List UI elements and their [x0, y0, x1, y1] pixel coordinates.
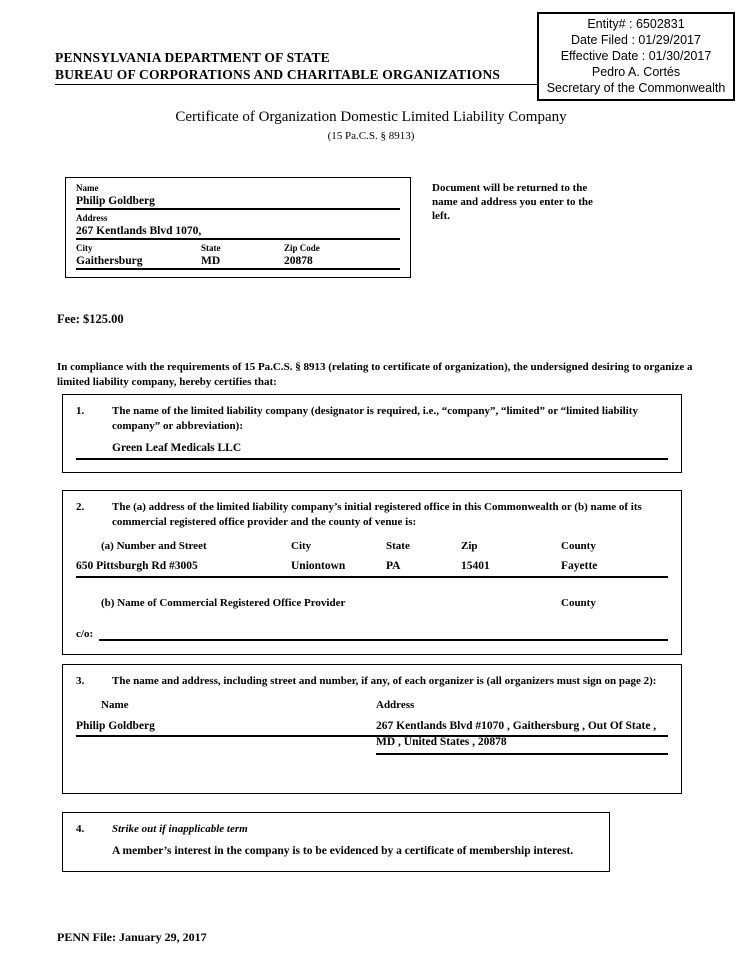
header-city: City [291, 540, 312, 552]
section-2-text: The (a) address of the limited liability company’s initial registered office in this Commonwealth or (b) name of its commercial registered office provider and the county of venue is: [112, 501, 642, 528]
return-address-value: 267 Kentlands Blvd 1070, [76, 224, 400, 240]
organizer-address-header: Address [376, 699, 415, 711]
value-state: PA [386, 560, 401, 572]
commercial-provider-headers [76, 596, 668, 611]
value-city: Uniontown [291, 560, 346, 572]
section-2-box [62, 490, 682, 655]
section-3-box [62, 664, 682, 794]
membership-certificate-statement: A member’s interest in the company is to be evidenced by a certificate of membership interest. [112, 845, 574, 857]
section-1-box [62, 394, 682, 473]
section-1-text: The name of the limited liability company (designator is required, i.e., “company”, “limited” or “limited liability company” or abbreviation): [112, 405, 638, 432]
section-4-label: Strike out if inapplicable term [112, 823, 248, 835]
registered-office-line [76, 576, 668, 578]
fee-line: Fee: $125.00 [57, 312, 124, 326]
organizer-address-value: 267 Kentlands Blvd #1070 , Gaithersburg , Out Of State , MD , United States , 20878 [376, 718, 668, 755]
agency-name: PENNSYLVANIA DEPARTMENT OF STATE [55, 50, 330, 65]
return-name-label: Name [76, 183, 99, 193]
bureau-name: BUREAU OF CORPORATIONS AND CHARITABLE ORGANIZATIONS [55, 67, 501, 82]
header-county: County [561, 540, 596, 552]
value-zip: 15401 [461, 560, 490, 572]
zip-value: 20878 [284, 255, 313, 267]
section-3-text: The name and address, including street and number, if any, of each organizer is (all organizers must sign on page 2): [112, 675, 657, 687]
header-provider: (b) Name of Commercial Registered Office Provider [101, 597, 346, 609]
city-label: City [76, 243, 93, 253]
return-name-value: Philip Goldberg [76, 194, 400, 210]
city-value: Gaithersburg [76, 255, 143, 267]
section-4-heading [76, 822, 596, 837]
section-2-number: 2. [76, 501, 85, 513]
header-zip: Zip [461, 540, 478, 552]
city-state-zip-labels [76, 243, 400, 254]
header-provider-county: County [561, 597, 596, 609]
document-title: Certificate of Organization Domestic Limited Liability Company [175, 109, 567, 125]
section-1-number: 1. [76, 405, 85, 417]
registered-office-headers [76, 539, 668, 554]
organizer-headers [76, 698, 668, 713]
care-of-label: c/o: [76, 628, 94, 640]
stamp-secretary-name: Pedro A. Cortés [591, 65, 681, 79]
agency-header [55, 49, 500, 83]
stamp-entity-number: Entity# : 6502831 [587, 17, 685, 31]
company-name-line [76, 458, 668, 460]
value-number-street: 650 Pittsburgh Rd #3005 [76, 560, 198, 572]
return-note: Document will be returned to the name and address you enter to the left. [432, 182, 593, 222]
stamp-secretary-title: Secretary of the Commonwealth [546, 81, 726, 95]
header-number-street: (a) Number and Street [101, 540, 207, 552]
filing-stamp-box [537, 12, 735, 101]
company-name-value: Green Leaf Medicals LLC [112, 442, 242, 454]
organizer-row [76, 718, 668, 755]
section-2-heading [76, 500, 668, 530]
section-4-box [62, 812, 610, 872]
state-label: State [201, 243, 221, 253]
value-county: Fayette [561, 560, 598, 572]
organizer-name-value: Philip Goldberg [76, 720, 155, 732]
care-of-row [76, 627, 668, 642]
organizer-row-line [76, 735, 668, 737]
city-state-zip-values [76, 254, 400, 270]
section-3-heading [76, 674, 668, 689]
organizer-name-header: Name [101, 699, 129, 711]
state-value: MD [201, 255, 221, 267]
stamp-date-filed: Date Filed : 01/29/2017 [571, 33, 701, 47]
statute-reference: (15 Pa.C.S. § 8913) [327, 130, 415, 142]
registered-office-values [76, 559, 668, 574]
section-3-number: 3. [76, 675, 85, 687]
stamp-effective-date: Effective Date : 01/30/2017 [560, 49, 712, 63]
header-state: State [386, 540, 410, 552]
compliance-paragraph: In compliance with the requirements of 15 Pa.C.S. § 8913 (relating to certificate of organization), the undersigned desiring to organize a limited liability company, hereby certifies that: [57, 361, 693, 388]
care-of-line [99, 627, 668, 641]
header-rule [55, 84, 537, 85]
penn-file-date: PENN File: January 29, 2017 [57, 930, 207, 944]
section-4-number: 4. [76, 823, 85, 835]
return-address-box [65, 177, 411, 278]
section-1-heading [76, 404, 668, 434]
return-address-label: Address [76, 213, 108, 223]
zip-label: Zip Code [284, 243, 320, 253]
